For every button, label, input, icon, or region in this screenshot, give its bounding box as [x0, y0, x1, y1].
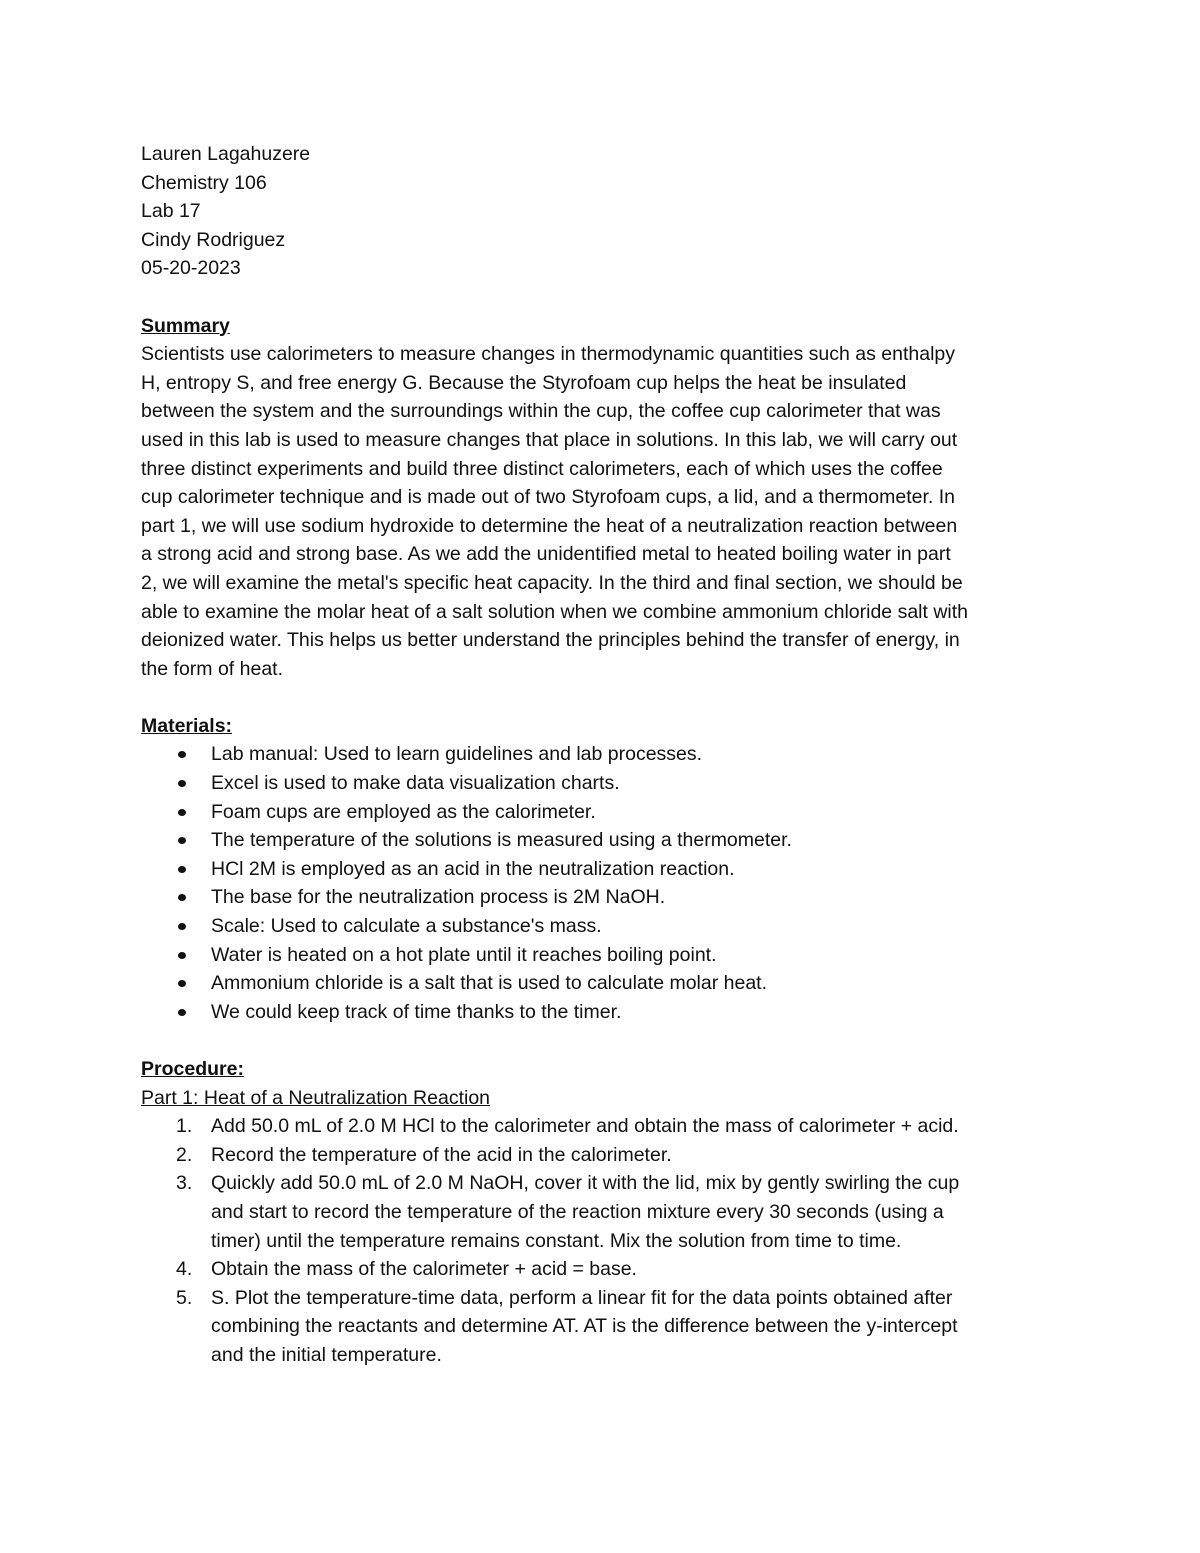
student-name: Lauren Lagahuzere [141, 143, 311, 165]
procedure-step [141, 1169, 1061, 1255]
step-number: 3. [176, 1172, 193, 1195]
summary-line: H, entropy S, and free energy G. Because the Styrofoam cup helps the heat be insulated [141, 371, 907, 394]
list-item: Foam cups are employed as the calorimeter. [141, 798, 1061, 827]
procedure-step [141, 1255, 1061, 1284]
step-line: and start to record the temperature of the reaction mixture every 30 seconds (using a [211, 1200, 944, 1223]
bullet-icon [178, 1009, 186, 1016]
procedure-heading: Procedure: [141, 1058, 244, 1080]
summary-line: used in this lab is used to measure changes that place in solutions. In this lab, we will carry out [141, 428, 958, 451]
procedure-step [141, 1141, 1061, 1170]
bullet-icon [178, 980, 186, 987]
lab-number: Lab 17 [141, 200, 201, 223]
summary-section [141, 312, 1061, 684]
summary-line: 2, we will examine the metal's specific heat capacity. In the third and final section, we should be [141, 571, 963, 594]
procedure-step [141, 1284, 1061, 1370]
bullet-icon [178, 837, 186, 844]
step-number: 1. [176, 1115, 193, 1138]
step-line: Record the temperature of the acid in the calorimeter. [211, 1143, 672, 1166]
summary-line: part 1, we will use sodium hydroxide to determine the heat of a neutralization reaction between [141, 514, 958, 537]
step-line: and the initial temperature. [211, 1343, 442, 1366]
step-line: combining the reactants and determine AT. AT is the difference between the y-intercept [211, 1315, 958, 1338]
bullet-icon [178, 952, 186, 959]
bullet-icon [178, 751, 186, 758]
summary-line: able to examine the molar heat of a salt solution when we combine ammonium chloride salt with [141, 600, 969, 623]
bullet-icon [178, 780, 186, 787]
document-page [141, 140, 1061, 1370]
list-item: The temperature of the solutions is measured using a thermometer. [141, 826, 1061, 855]
summary-paragraph [141, 340, 1061, 683]
materials-section [141, 712, 1061, 1027]
procedure-steps [141, 1112, 1061, 1369]
course-name: Chemistry 106 [141, 171, 267, 194]
list-item: We could keep track of time thanks to the timer. [141, 998, 1061, 1027]
summary-heading: Summary [141, 314, 230, 337]
step-line: Obtain the mass of the calorimeter + acid = base. [211, 1258, 637, 1281]
list-item: Ammonium chloride is a salt that is used to calculate molar heat. [141, 969, 1061, 998]
bullet-icon [178, 809, 186, 816]
step-number: 5. [176, 1286, 193, 1309]
bullet-icon [178, 894, 186, 901]
step-line: Quickly add 50.0 mL of 2.0 M NaOH, cover it with the lid, mix by gently swirling the cup [211, 1172, 960, 1195]
materials-heading: Materials: [141, 714, 233, 737]
step-line: timer) until the temperature remains constant. Mix the solution from time to time. [211, 1229, 902, 1252]
procedure-section [141, 1055, 1061, 1370]
summary-line: a strong acid and strong base. As we add the unidentified metal to heated boiling water in part [141, 543, 951, 566]
bullet-icon [178, 866, 186, 873]
step-number: 4. [176, 1258, 193, 1281]
summary-line: deionized water. This helps us better understand the principles behind the transfer of energy, in [141, 629, 960, 652]
list-item: HCl 2M is employed as an acid in the neutralization reaction. [141, 855, 1061, 884]
step-number: 2. [176, 1143, 193, 1166]
part1-title: Part 1: Heat of a Neutralization Reaction [141, 1086, 491, 1109]
summary-line: between the system and the surroundings within the cup, the coffee cup calorimeter that was [141, 400, 941, 423]
list-item: Lab manual: Used to learn guidelines and lab processes. [141, 740, 1061, 769]
step-line: S. Plot the temperature-time data, perform a linear fit for the data points obtained after [211, 1286, 953, 1309]
list-item: Scale: Used to calculate a substance's mass. [141, 912, 1061, 941]
instructor-name: Cindy Rodriguez [141, 228, 286, 251]
summary-line: the form of heat. [141, 657, 283, 680]
header-block [141, 140, 1061, 283]
summary-line: three distinct experiments and build three distinct calorimeters, each of which uses the coffee [141, 457, 943, 480]
step-line: Add 50.0 mL of 2.0 M HCl to the calorimeter and obtain the mass of calorimeter + acid. [211, 1115, 959, 1138]
procedure-step [141, 1112, 1061, 1141]
report-date: 05-20-2023 [141, 257, 241, 280]
summary-line: Scientists use calorimeters to measure changes in thermodynamic quantities such as enthalpy [141, 343, 955, 366]
summary-line: cup calorimeter technique and is made out of two Styrofoam cups, a lid, and a thermometer. In [141, 486, 956, 509]
materials-list [141, 740, 1061, 1026]
list-item: Water is heated on a hot plate until it reaches boiling point. [141, 941, 1061, 970]
bullet-icon [178, 923, 186, 930]
list-item: The base for the neutralization process is 2M NaOH. [141, 883, 1061, 912]
list-item: Excel is used to make data visualization charts. [141, 769, 1061, 798]
